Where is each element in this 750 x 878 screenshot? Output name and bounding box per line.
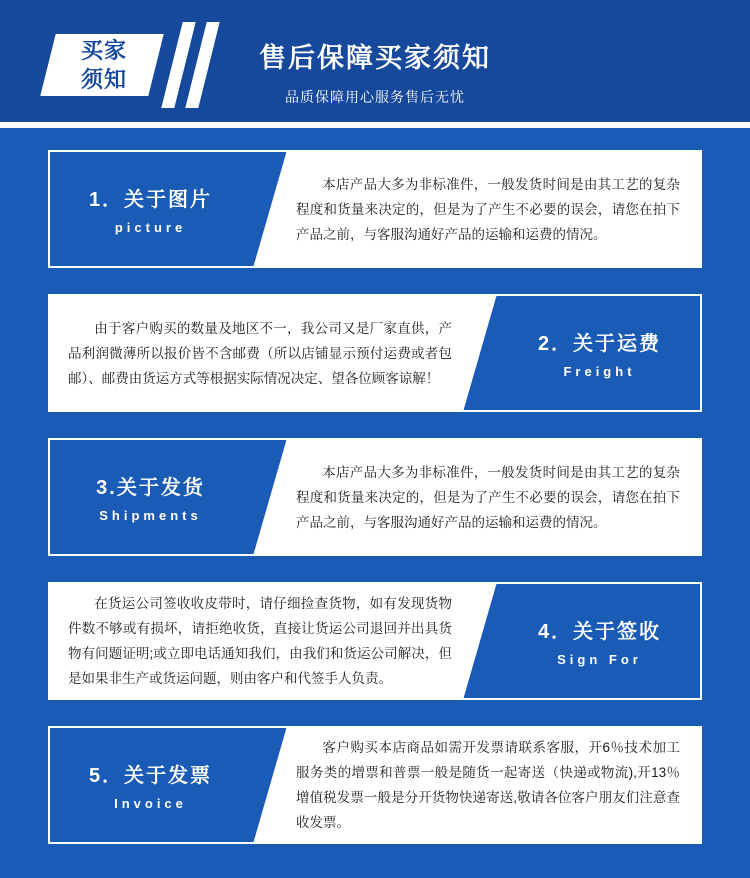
page-title: 售后保障买家须知 — [259, 43, 491, 73]
notice-card — [48, 582, 702, 700]
card-label — [48, 438, 253, 556]
card-text-value: 本店产品大多为非标准件，一般发货时间是由其工艺的复杂程度和货量来决定的，但是为了产生不必要的误会，请您在拍下产品之前，与客服沟通好产品的运输和运费的情况。 — [296, 464, 680, 530]
card-text — [68, 582, 452, 700]
card-label — [497, 582, 702, 700]
card-text-value: 由于客户购买的数量及地区不一，我公司又是厂家直供，产品利润微薄所以报价皆不含邮费（所以店铺显示预付运费或者包邮）、邮费由货运方式等根据实际情况决定、望各位顾客谅解！ — [68, 320, 452, 386]
header-badge-line2: 须知 — [80, 67, 127, 92]
card-label-en: Shipments — [99, 508, 202, 523]
card-label-en: Freight — [563, 364, 636, 379]
notice-card — [48, 726, 702, 844]
card-label-cn: 2．关于运费 — [537, 333, 662, 355]
card-text-value: 在货运公司签收收皮带时，请仔细捡查货物，如有发现货物件数不够或有损坏，请拒绝收货，直接让货运公司退回并出具货物有问题证明;或立即电话通知我们，由我们和货运公司解决，但是如果非生产或货运问题，则由客户和代签手人负责。 — [68, 596, 452, 686]
notice-card — [48, 294, 702, 412]
card-label-en: Invoice — [114, 796, 187, 811]
card-label-cn: 4．关于签收 — [537, 621, 662, 643]
card-text — [296, 438, 680, 556]
card-text-value: 客户购买本店商品如需开发票请联系客服，开6％技术加工服务类的增票和普票一般是随货一起寄送（快递或物流),开13％增值税发票一般是分开货物快递寄送,敬请各位客户朋友们注意查收发票。 — [296, 740, 680, 830]
card-label — [48, 150, 253, 268]
card-text — [296, 726, 680, 844]
card-label — [48, 726, 253, 844]
notice-card-list — [0, 128, 750, 844]
card-label-cn: 1．关于图片 — [88, 189, 213, 211]
notice-card — [48, 438, 702, 556]
card-label-cn: 3.关于发货 — [96, 477, 205, 499]
card-label-en: picture — [114, 220, 187, 235]
page-subtitle: 品质保障用心服务售后无忧 — [285, 89, 465, 105]
page-header — [0, 0, 750, 128]
card-text — [296, 150, 680, 268]
header-titles — [0, 36, 750, 107]
notice-card — [48, 150, 702, 268]
card-text — [68, 294, 452, 412]
card-label-cn: 5．关于发票 — [88, 765, 213, 787]
card-label-en: Sign For — [557, 652, 642, 667]
header-badge-line1: 买家 — [80, 38, 127, 63]
card-label — [497, 294, 702, 412]
card-text-value: 本店产品大多为非标准件，一般发货时间是由其工艺的复杂程度和货量来决定的，但是为了产生不必要的误会，请您在拍下产品之前，与客服沟通好产品的运输和运费的情况。 — [296, 176, 680, 242]
